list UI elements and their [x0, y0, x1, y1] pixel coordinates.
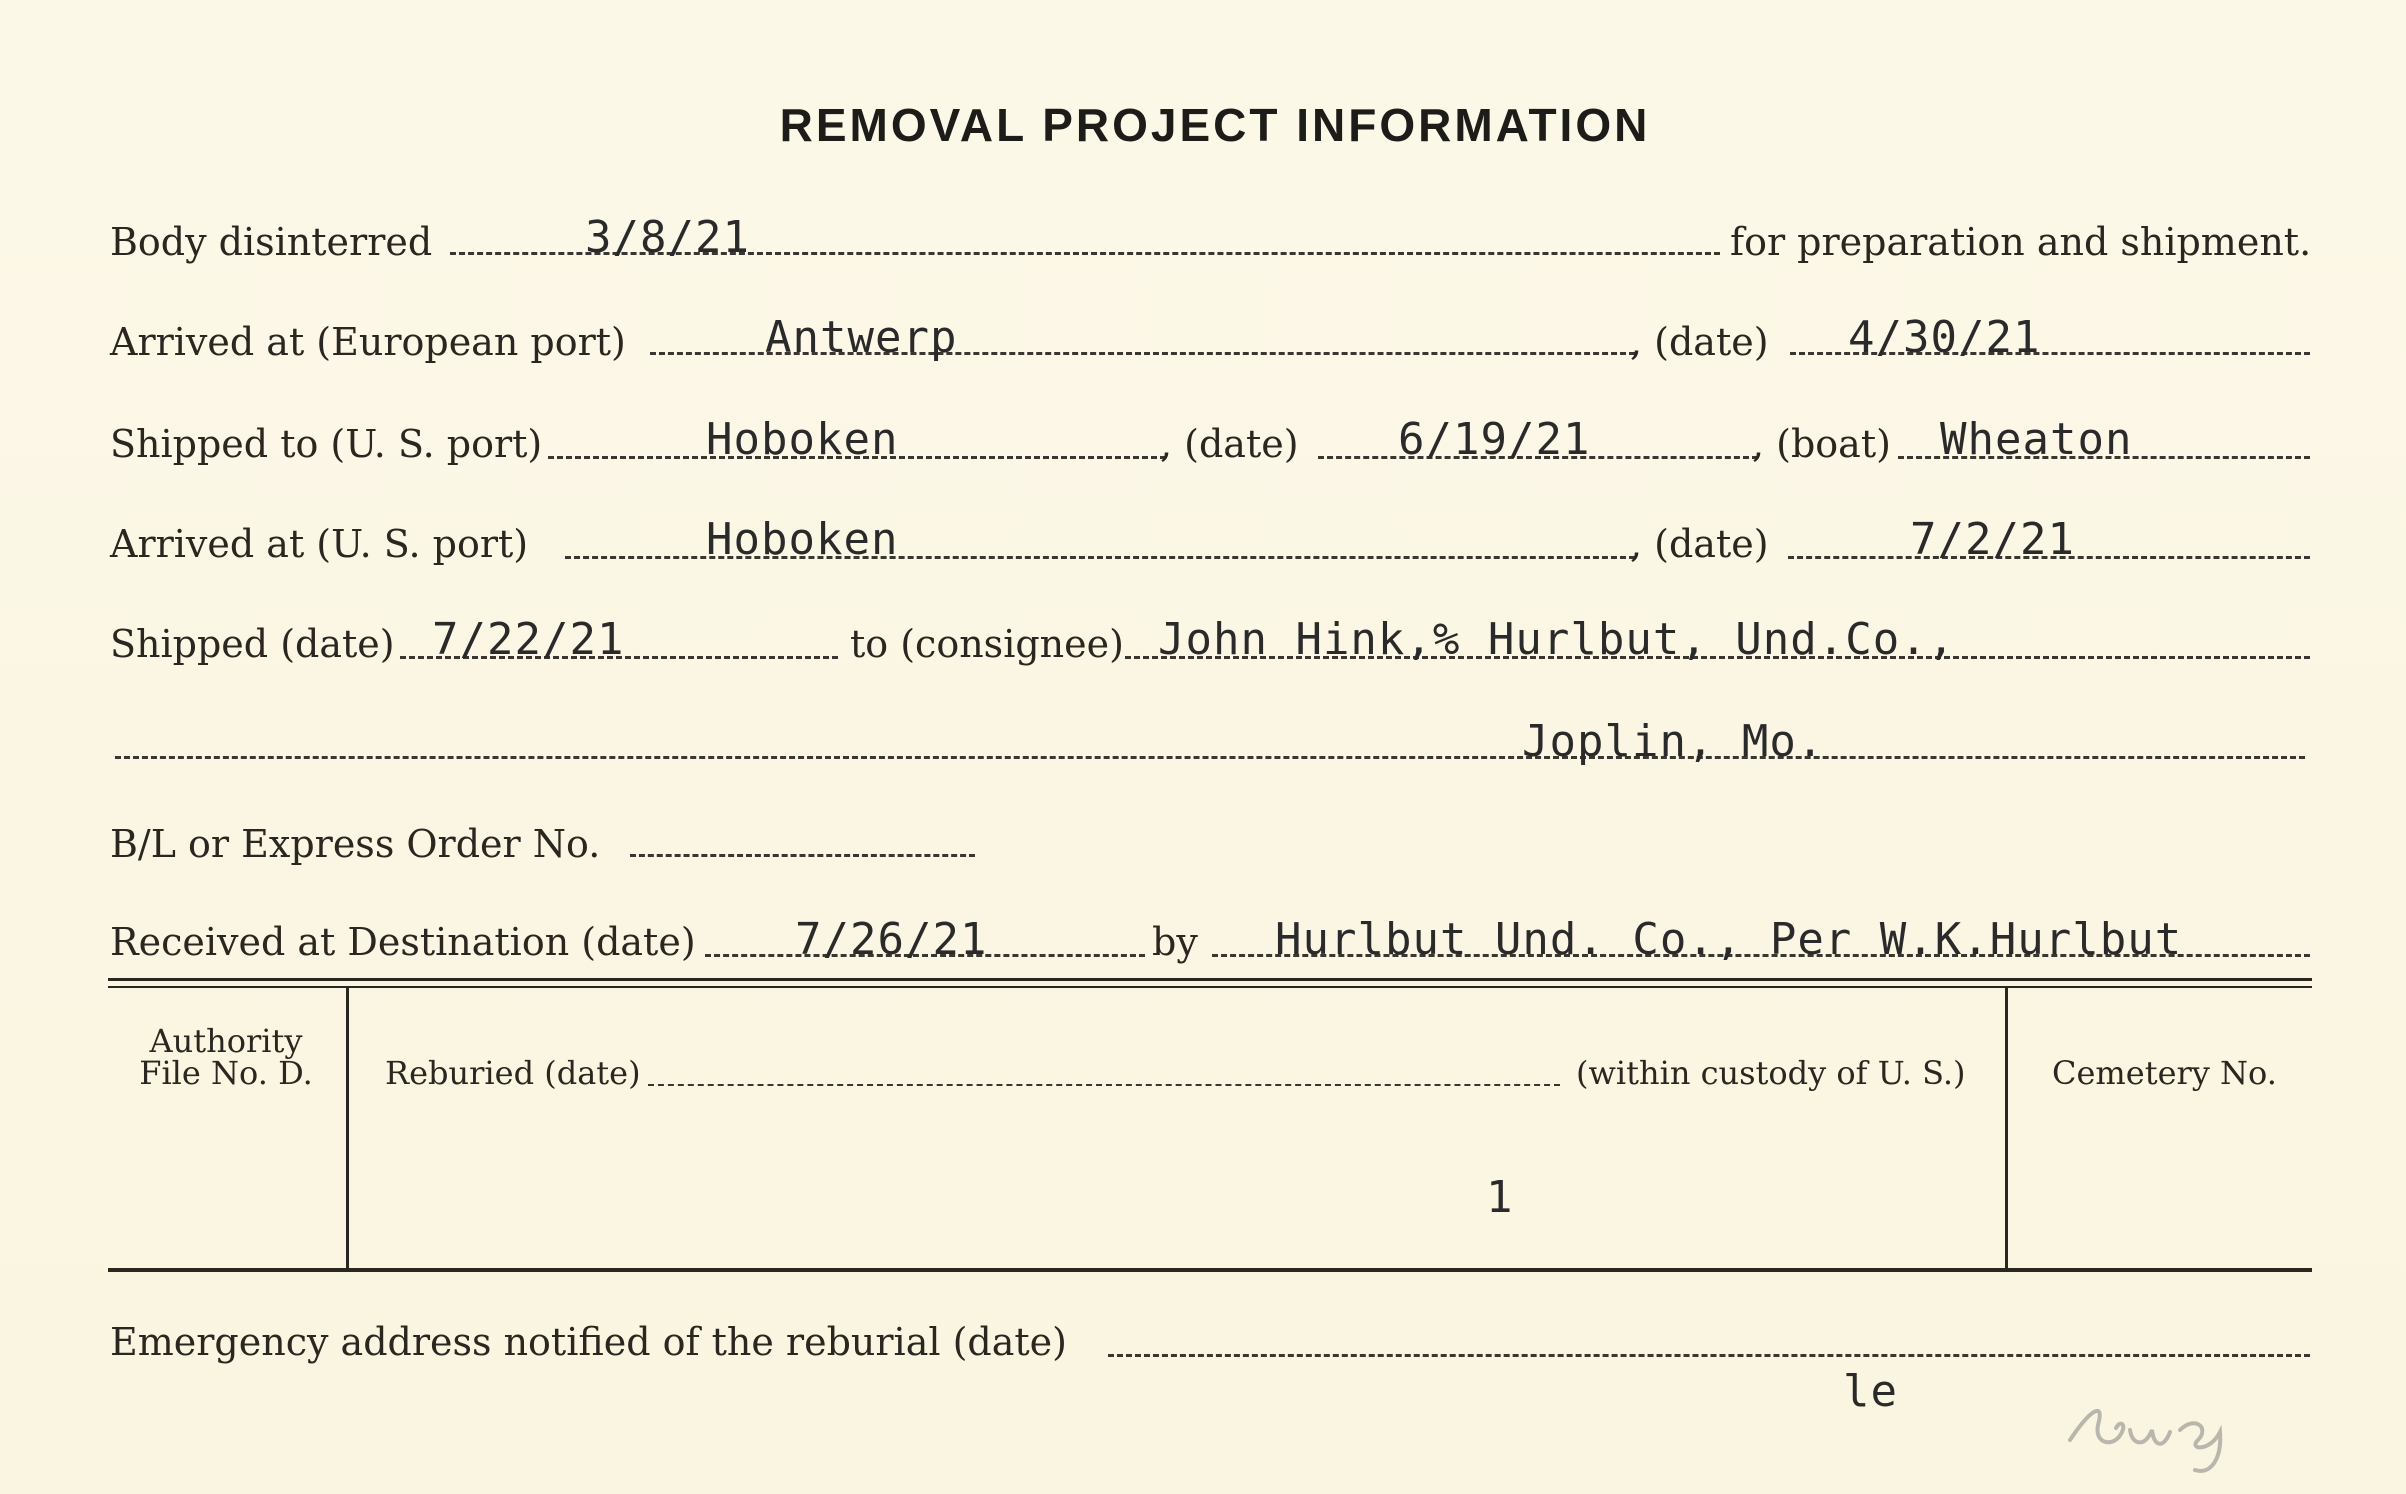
shipped-to-date-value: 6/19/21	[1398, 414, 1591, 465]
received-by-value: Hurlbut Und. Co., Per W.K.Hurlbut	[1275, 914, 2183, 965]
card-title: REMOVAL PROJECT INFORMATION	[779, 99, 1651, 151]
address-line	[115, 756, 2305, 759]
reburied-date-label: Reburied (date)	[385, 1054, 641, 1092]
received-destination-date-value: 7/26/21	[795, 914, 988, 965]
cemetery-number-label: Cemetery No.	[2052, 1054, 2277, 1092]
consignee-value: John Hink,% Hurlbut, Und.Co.,	[1158, 614, 1956, 665]
shipped-to-us-port-value: Hoboken	[706, 414, 899, 465]
box-divider-right	[2005, 988, 2008, 1268]
shipped-to-us-port-label: Shipped to (U. S. port)	[110, 422, 543, 466]
authority-label-line2: File No. D.	[139, 1054, 313, 1092]
body-disinterred-label: Body disinterred	[110, 220, 433, 264]
reburial-typed-number: 1	[1486, 1172, 1514, 1223]
european-port-date-label: , (date)	[1630, 320, 1769, 364]
consignee-address-value: Joplin, Mo.	[1522, 716, 1825, 767]
reburied-date-line	[648, 1084, 1560, 1086]
boat-label: , (boat)	[1752, 422, 1891, 466]
bl-express-order-label: B/L or Express Order No.	[110, 822, 601, 866]
european-port-label: Arrived at (European port)	[110, 320, 626, 364]
authority-label-line1: Authority	[149, 1022, 303, 1060]
european-port-value: Antwerp	[765, 312, 958, 363]
emergency-address-line	[1108, 1354, 2310, 1357]
arrived-us-port-value: Hoboken	[706, 514, 899, 565]
emergency-initials: le	[1843, 1366, 1898, 1417]
consignee-label: to (consignee)	[850, 622, 1124, 666]
received-by-label: by	[1152, 920, 1198, 964]
shipped-date-label: Shipped (date)	[110, 622, 395, 666]
custody-label: (within custody of U. S.)	[1576, 1054, 1966, 1092]
box-divider-left	[346, 988, 349, 1268]
body-disinterred-value: 3/8/21	[585, 212, 750, 263]
received-destination-label: Received at Destination (date)	[110, 920, 696, 964]
arrived-us-port-date-value: 7/2/21	[1910, 514, 2075, 565]
european-port-date-value: 4/30/21	[1848, 312, 2041, 363]
emergency-address-label: Emergency address notified of the reburial (date)	[110, 1320, 1067, 1364]
boat-value: Wheaton	[1940, 414, 2133, 465]
shipped-date-value: 7/22/21	[432, 614, 625, 665]
pencil-handwritten-note	[2060, 1370, 2300, 1480]
arrived-us-port-label: Arrived at (U. S. port)	[110, 522, 529, 566]
arrived-us-port-date-label: , (date)	[1630, 522, 1769, 566]
shipped-to-date-label: , (date)	[1160, 422, 1299, 466]
box-top-rule-inner	[108, 986, 2312, 988]
box-top-rule	[108, 978, 2312, 981]
preparation-shipment-label: for preparation and shipment.	[1730, 220, 2312, 264]
box-bottom-rule	[108, 1268, 2312, 1272]
bl-express-order-line	[630, 854, 975, 857]
